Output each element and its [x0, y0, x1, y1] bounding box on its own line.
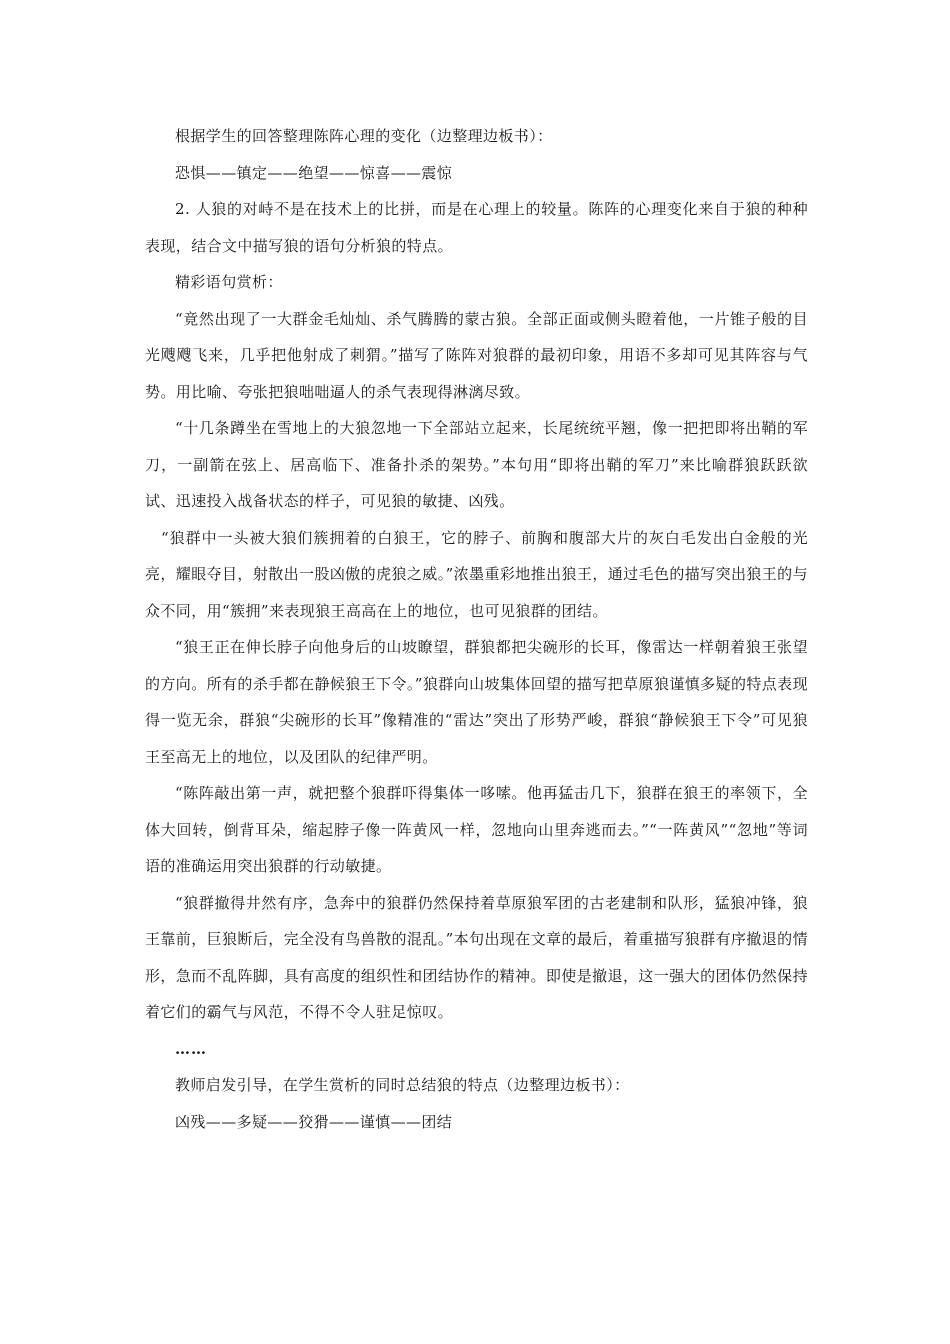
paragraph-question-2: 2. 人狼的对峙不是在技术上的比拼，而是在心理上的较量。陈阵的心理变化来自于狼的种种表现，结合文中描写狼的语句分析狼的特点。 — [145, 200, 808, 255]
paragraph-teacher-guide: 教师启发引导，在学生赏析的同时总结狼的特点（边整理边板书）： — [175, 1076, 630, 1094]
paragraph-quote-2: “十几条蹲坐在雪地上的大狼忽地一下全部站立起来，长尾统统平翘，像一把把即将出鞘的军刀，一副箭在弦上、居高临下、准备扑杀的架势。”本句用“即将出鞘的军刀”来比喻群狼跃跃欲试、迅速投入战备状态的样子，可见狼的敏捷、凶残。 — [145, 419, 808, 510]
paragraph-heart-change-chain: 恐惧——镇定——绝望——惊喜——震惊 — [175, 163, 453, 182]
paragraph-quote-5: “陈阵敲出第一声，就把整个狼群吓得集体一哆嗦。他再猛击几下，狼群在狼王的率领下，全体大回转，倒背耳朵，缩起脖子像一阵黄风一样，忽地向山里奔逃而去。”“一阵黄风”“忽地”等词语的准确运用突出狼群的行动敏捷。 — [145, 784, 808, 875]
paragraph-appreciation-heading: 精彩语句赏析： — [175, 273, 283, 291]
paragraph-quote-6: “狼群撤得井然有序，急奔中的狼群仍然保持着草原狼军团的古老建制和队形，猛狼冲锋，狼王靠前，巨狼断后，完全没有鸟兽散的混乱。”本句出现在文章的最后，着重描写狼群有序撤退的情形，急而不乱阵脚，具有高度的组织性和团结协作的精神。即使是撤退，这一强大的团体仍然保持着它们的霸气与风范，不得不令人驻足惊叹。 — [145, 893, 808, 1021]
paragraph-quote-4: “狼王正在伸长脖子向他身后的山坡瞭望，群狼都把尖碗形的长耳，像雷达一样朝着狼王张望的方向。所有的杀手都在静候狼王下令。”狼群向山坡集体回望的描写把草原狼谨慎多疑的特点表现得一览无余，群狼“尖碗形的长耳”像精准的“雷达”突出了形势严峻，群狼“静候狼王下令”可见狼王至高无上的地位，以及团队的纪律严明。 — [145, 638, 808, 766]
paragraph-heart-change-intro: 根据学生的回答整理陈阵心理的变化（边整理边板书）： — [175, 127, 553, 145]
paragraph-quote-3: “狼群中一头被大狼们簇拥着的白狼王，它的脖子、前胸和腹部大片的灰白毛发出白金般的光亮，耀眼夺目，射散出一股凶傲的虎狼之威。”浓墨重彩地推出狼王，通过毛色的描写突出狼王的与众不同，用“簇拥”来表现狼王高高在上的地位，也可见狼群的团结。 — [145, 528, 808, 620]
document-page — [145, 118, 808, 1140]
ellipsis: …… — [175, 1039, 207, 1058]
paragraph-quote-1: “竟然出现了一大群金毛灿灿、杀气腾腾的蒙古狼。全部正面或侧头瞪着他，一片锥子般的目光飕飕飞来，几乎把他射成了刺猬。”描写了陈阵对狼群的最初印象，用语不多却可见其阵容与气势。用比喻、夸张把狼咄咄逼人的杀气表现得淋漓尽致。 — [145, 309, 808, 401]
paragraph-wolf-traits-chain: 凶残——多疑——狡猾——谨慎——团结 — [175, 1112, 453, 1131]
